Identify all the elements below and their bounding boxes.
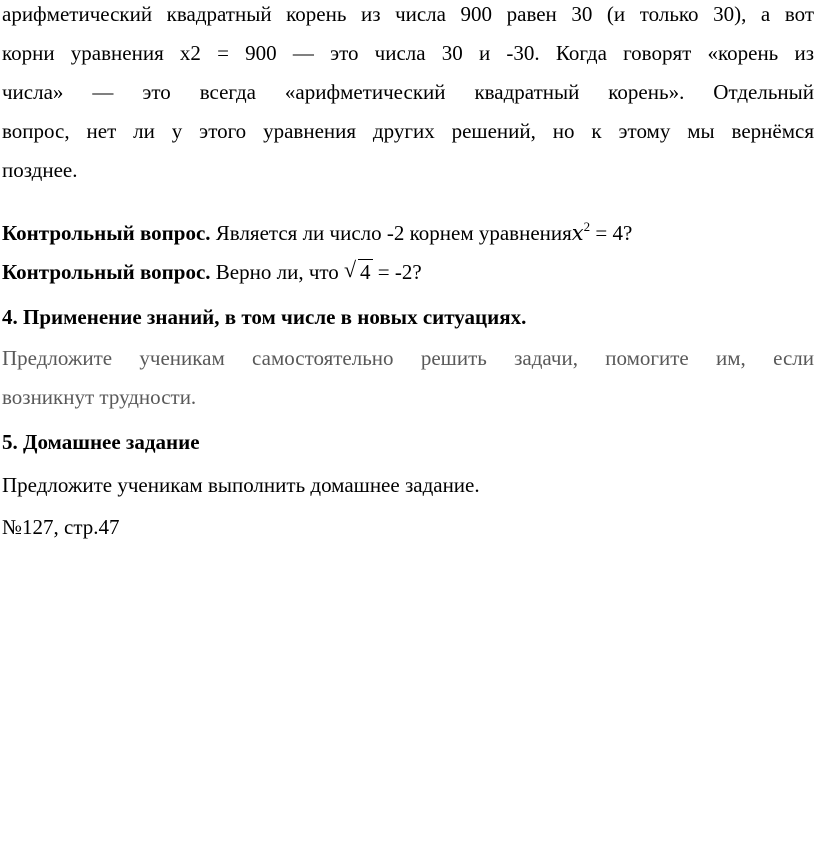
section-4-heading: 4. Применение знаний, в том числе в новых ситуациях. <box>2 305 527 329</box>
homework-reference: №127, стр.47 <box>2 515 120 539</box>
control-question-1-label: Контрольный вопрос. <box>2 221 211 245</box>
control-question-2 <box>2 253 814 292</box>
control-question-1 <box>2 207 814 253</box>
equation-variable: x <box>571 221 584 245</box>
intro-paragraph <box>2 0 814 190</box>
square-root-icon: √ <box>344 257 357 282</box>
intro-line-3: числа» — это всегда «арифметический квадратный корень». Отдельный <box>2 80 814 104</box>
intro-line-5: позднее. <box>2 158 78 182</box>
section-4-paragraph <box>2 339 814 417</box>
intro-line-4: вопрос, нет ли у этого уравнения других решений, но к этому мы вернёмся <box>2 119 814 143</box>
control-question-2-text: Верно ли, что <box>210 260 345 284</box>
section-4-line-1: Предложите ученикам самостоятельно решить задачи, помогите им, если <box>2 346 814 370</box>
intro-line-1: арифметический квадратный корень из числа 900 равен 30 (и только 30), а вот <box>2 2 814 26</box>
equation-rest: = 4? <box>590 221 633 245</box>
control-question-2-rest: = -2? <box>372 260 422 284</box>
section-4-line-2: возникнут трудности. <box>2 385 197 409</box>
control-question-1-text: Является ли число -2 корнем уравнения <box>210 221 572 245</box>
square-root-expression <box>344 253 373 292</box>
section-5-text: Предложите ученикам выполнить домашнее задание. <box>2 473 480 497</box>
equation-exponent: 2 <box>583 219 591 234</box>
intro-line-2: корни уравнения x2 = 900 — это числа 30 и -30. Когда говорят «корень из <box>2 41 814 65</box>
square-root-radicand: 4 <box>360 260 371 284</box>
control-question-2-label: Контрольный вопрос. <box>2 260 211 284</box>
section-5-heading: 5. Домашнее задание <box>2 430 200 454</box>
